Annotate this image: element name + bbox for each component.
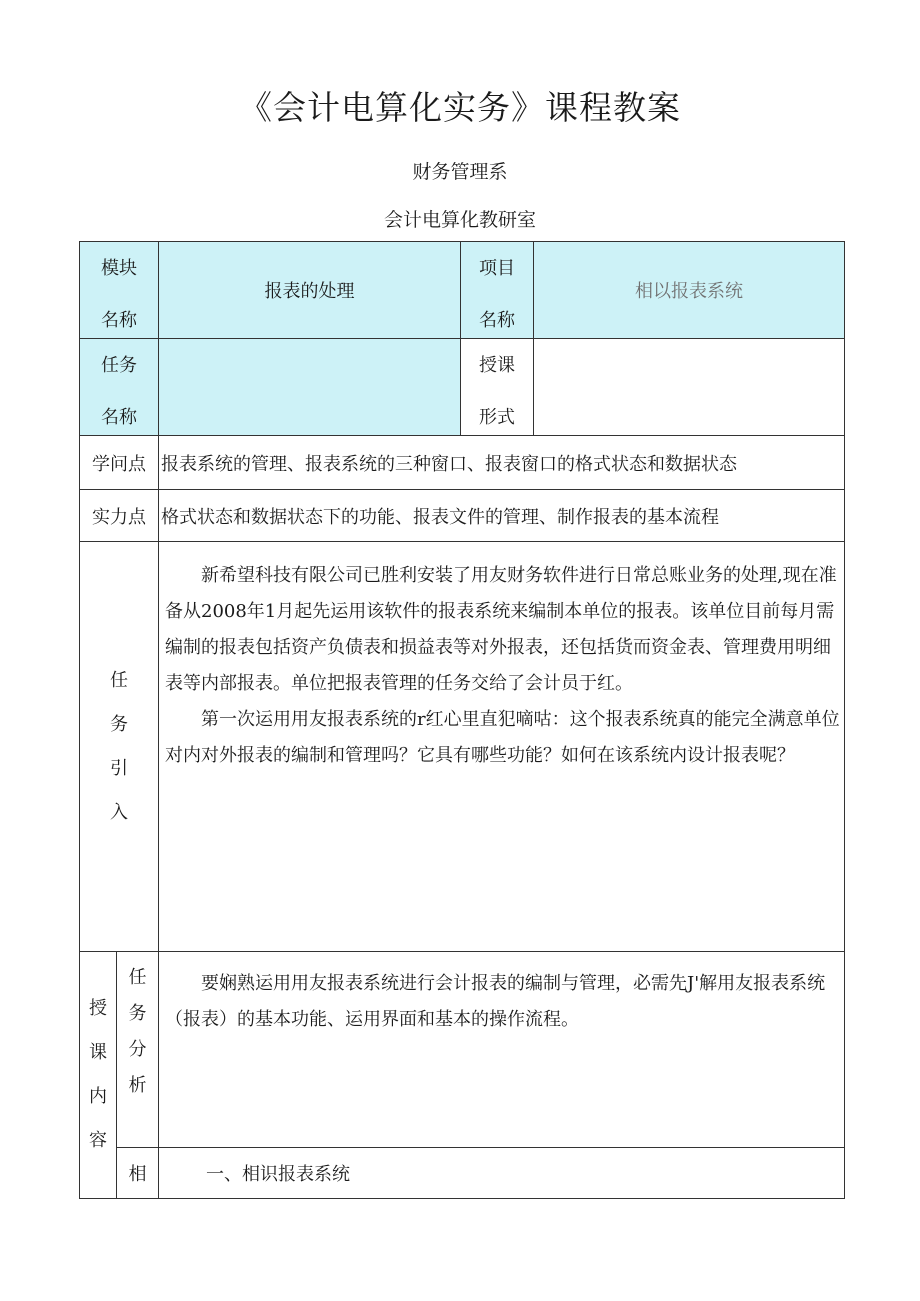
analysis-label-char: 任 [128,967,147,988]
skill-value: 格式状态和数据状态下的功能、报表文件的管理、制作报表的基本流程 [159,490,845,542]
knowledge-value: 报表系统的管理、报表系统的三种窗口、报表窗口的格式状态和数据状态 [159,436,845,490]
intro-label-char: 引 [110,757,128,779]
module-label-line2: 名称 [101,310,137,331]
section-label: 相 [117,1148,159,1199]
teaching-form-value [534,339,845,436]
intro-label-char: 任 [110,669,128,691]
content-label-char: 容 [89,1130,107,1151]
project-value: 相以报表系统 [534,242,845,339]
task-label-line2: 名称 [101,407,137,428]
teaching-form-label-line2: 形式 [479,407,515,428]
section-row [80,1148,845,1199]
module-row [80,242,845,339]
content-label-char: 内 [89,1086,107,1107]
teaching-form-label-line1: 授课 [479,355,515,376]
project-label-line1: 项目 [479,258,515,279]
content-label-char: 授 [89,998,107,1019]
analysis-row [80,952,845,1148]
intro-label [80,542,159,952]
section-heading: 一、相识报表系统 [159,1148,845,1199]
intro-content [159,542,845,952]
analysis-label-char: 务 [128,1003,147,1024]
project-label-cell [461,242,534,339]
knowledge-row [80,436,845,490]
intro-row [80,542,845,952]
office-name: 会计电算化教研室 [383,209,536,231]
analysis-label-char: 析 [128,1075,147,1096]
intro-label-char: 入 [110,801,128,823]
analysis-content [159,952,845,1148]
department-name: 财务管理系 [412,161,508,183]
module-label-line1: 模块 [101,258,137,279]
task-label-cell [80,339,159,436]
teaching-form-label-cell [461,339,534,436]
analysis-paragraph: 要娴熟运用用友报表系统进行会计报表的编制与管理，必需先J'解用友报表系统（报表）的基本功能、运用界面和基本的操作流程。 [165,973,826,1030]
intro-label-char: 务 [110,713,128,735]
lesson-plan-table [79,241,845,1199]
intro-paragraph: 新希望科技有限公司已胜利安装了用友财务软件进行日常总账业务的处理,现在准备从2008年1月起先运用该软件的报表系统来编制本单位的报表。该单位目前每月需编制的报表包括资产负债表和损益表等对外报表，还包括货而资金表、管理费用明细表等内部报表。单位把报表管理的任务交给了会计员于红。 [165,565,837,694]
document-title: 《会计电算化实务》课程教案 [239,88,681,127]
analysis-label [117,952,159,1148]
intro-paragraph: 第一次运用用友报表系统的r红心里直犯嘀咕：这个报表系统真的能完全满意单位对内对外报表的编制和管理吗？它具有哪些功能？如何在该系统内设计报表呢？ [165,709,840,766]
content-label-char: 课 [89,1042,107,1063]
task-value [159,339,461,436]
content-label [80,952,117,1199]
project-label-line2: 名称 [479,310,515,331]
skill-row [80,490,845,542]
analysis-label-char: 分 [128,1039,147,1060]
task-label-line1: 任务 [101,355,137,376]
module-label-cell [80,242,159,339]
module-value: 报表的处理 [159,242,461,339]
skill-label: 实力点 [80,490,159,542]
task-row [80,339,845,436]
knowledge-label: 学问点 [80,436,159,490]
